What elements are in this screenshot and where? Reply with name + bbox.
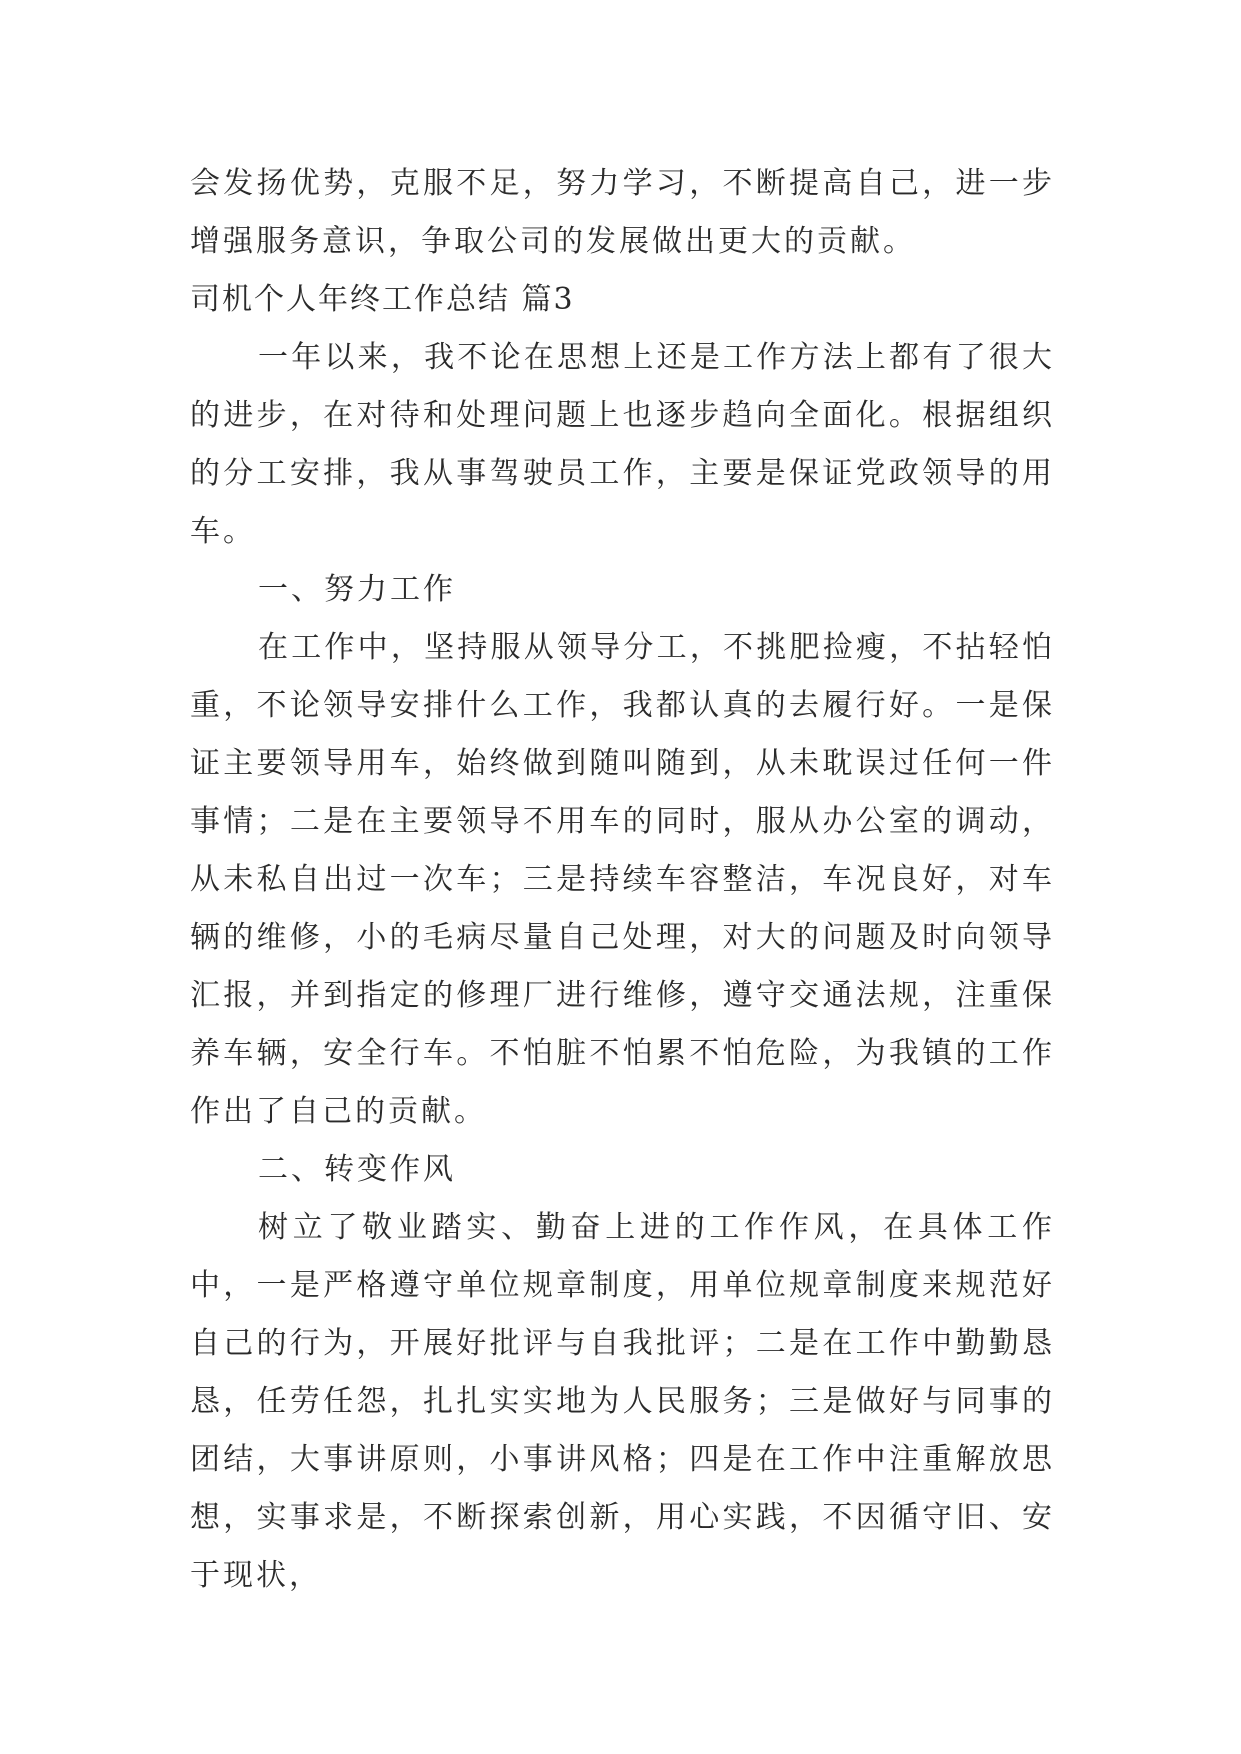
paragraph-intro: 一年以来，我不论在思想上还是工作方法上都有了很大的进步，在对待和处理问题上也逐步趋向全面化。根据组织的分工安排，我从事驾驶员工作，主要是保证党政领导的用车。 bbox=[190, 340, 1055, 549]
heading-work-hard: 一、努力工作 bbox=[258, 572, 456, 607]
paragraph-continuation: 会发扬优势，克服不足，努力学习，不断提高自己，进一步增强服务意识，争取公司的发展做出更大的贡献。 bbox=[190, 166, 1055, 259]
heading-change-style: 二、转变作风 bbox=[258, 1152, 456, 1187]
paragraph-work-hard: 在工作中，坚持服从领导分工，不挑肥捡瘦，不拈轻怕重，不论领导安排什么工作，我都认真的去履行好。一是保证主要领导用车，始终做到随叫随到，从未耽误过任何一件事情；二是在主要领导不用车的同时，服从办公室的调动，从未私自出过一次车；三是持续车容整洁，车况良好，对车辆的维修，小的毛病尽量自己处理，对大的问题及时向领导汇报，并到指定的修理厂进行维修，遵守交通法规，注重保养车辆，安全行车。不怕脏不怕累不怕危险，为我镇的工作作出了自己的贡献。 bbox=[190, 630, 1055, 1129]
paragraph-change-style: 树立了敬业踏实、勤奋上进的工作作风，在具体工作中，一是严格遵守单位规章制度，用单位规章制度来规范好自己的行为，开展好批评与自我批评；二是在工作中勤勤恳恳，任劳任怨，扎扎实实地为人民服务；三是做好与同事的团结，大事讲原则，小事讲风格；四是在工作中注重解放思想，实事求是，不断探索创新，用心实践，不因循守旧、安于现状， bbox=[190, 1210, 1055, 1593]
document-body bbox=[190, 155, 1055, 1605]
section-title: 司机个人年终工作总结 篇3 bbox=[190, 282, 575, 317]
